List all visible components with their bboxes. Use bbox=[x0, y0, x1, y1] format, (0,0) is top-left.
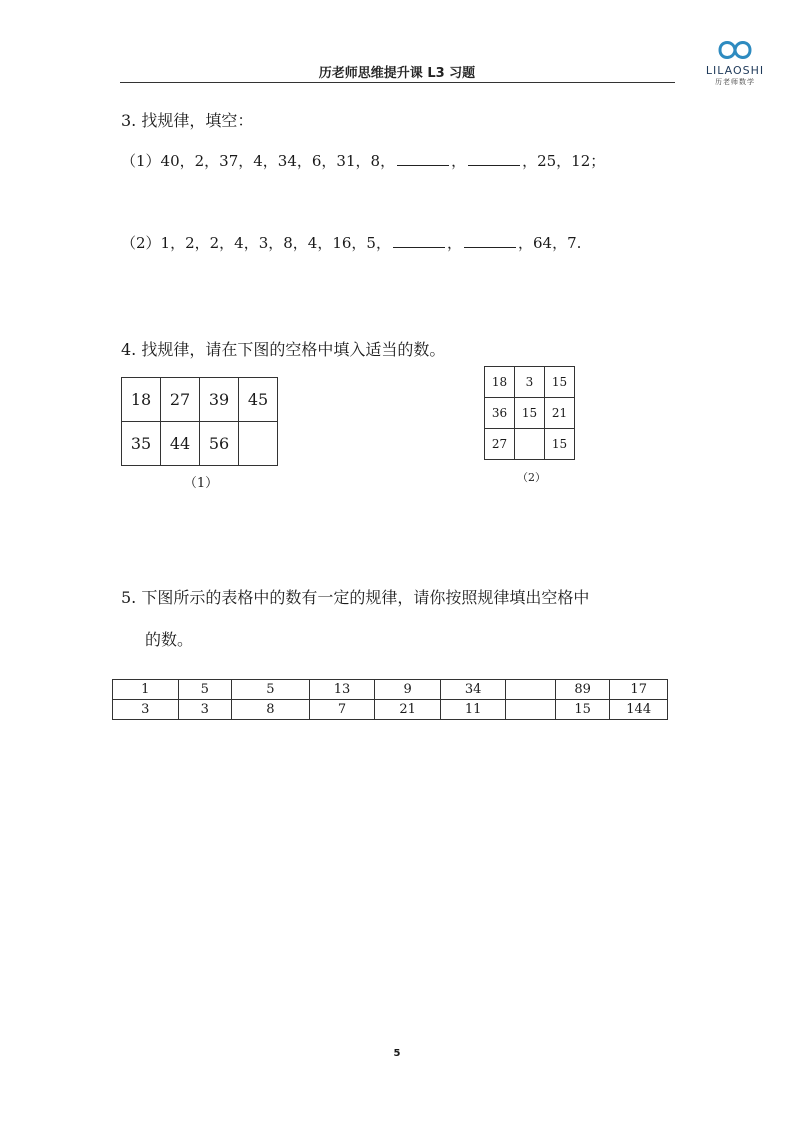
question-5-title-line-2: 的数。 bbox=[145, 630, 194, 649]
table-cell: 11 bbox=[440, 700, 506, 720]
grid2-cell: 21 bbox=[545, 398, 575, 429]
grid1-cell: 44 bbox=[161, 422, 200, 466]
table-cell: 17 bbox=[610, 680, 668, 700]
q3-line2-blank-1[interactable] bbox=[393, 233, 445, 248]
grid2-cell: 15 bbox=[515, 398, 545, 429]
grid1-cell: 35 bbox=[122, 422, 161, 466]
table-blank-cell[interactable] bbox=[506, 700, 555, 720]
grid2-row bbox=[485, 398, 575, 429]
sequence-table bbox=[112, 679, 668, 720]
grid2-row bbox=[485, 367, 575, 398]
brand-logo bbox=[696, 36, 774, 88]
page-number: 5 bbox=[393, 1048, 401, 1059]
table-cell: 1 bbox=[113, 680, 179, 700]
question-4-title: 4. 找规律，请在下图的空格中填入适当的数。 bbox=[121, 340, 446, 359]
q3-line2-suffix: ，64，7. bbox=[518, 234, 582, 252]
grid1-row bbox=[122, 422, 278, 466]
number-grid-2 bbox=[484, 366, 575, 460]
page-header-title: 历老师思维提升课 L3 习题 bbox=[318, 66, 476, 81]
table-cell: 144 bbox=[610, 700, 668, 720]
grid2-cell: 3 bbox=[515, 367, 545, 398]
q3-line2-prefix: （2）1，2，2，4，3，8，4，16，5， bbox=[121, 234, 391, 252]
table-cell: 5 bbox=[232, 680, 310, 700]
table-cell: 13 bbox=[309, 680, 375, 700]
q3-line1-suffix: ，25，12； bbox=[522, 152, 606, 170]
q3-line2-separator: ， bbox=[446, 234, 462, 252]
table-cell: 3 bbox=[178, 700, 231, 720]
table-cell: 8 bbox=[232, 700, 310, 720]
table-cell: 3 bbox=[113, 700, 179, 720]
grid2-cell: 18 bbox=[485, 367, 515, 398]
table-cell: 34 bbox=[440, 680, 506, 700]
table-cell: 9 bbox=[375, 680, 441, 700]
grid-1-caption: （1） bbox=[183, 476, 219, 491]
grid2-cell: 36 bbox=[485, 398, 515, 429]
grid2-row bbox=[485, 429, 575, 460]
table-row bbox=[113, 700, 668, 720]
table-cell: 7 bbox=[309, 700, 375, 720]
table-blank-cell[interactable] bbox=[506, 680, 555, 700]
table-row bbox=[113, 680, 668, 700]
grid1-cell: 45 bbox=[239, 378, 278, 422]
grid1-blank-cell[interactable] bbox=[239, 422, 278, 466]
question-3-part-2 bbox=[121, 232, 581, 253]
table-cell: 21 bbox=[375, 700, 441, 720]
grid2-blank-cell[interactable] bbox=[515, 429, 545, 460]
question-3-part-1 bbox=[121, 150, 605, 171]
q3-line2-blank-2[interactable] bbox=[464, 233, 516, 248]
logo-text: LILAOSHI bbox=[705, 64, 765, 77]
grid2-cell: 27 bbox=[485, 429, 515, 460]
q3-line1-prefix: （1）40，2，37，4，34，6，31，8， bbox=[121, 152, 396, 170]
grid1-cell: 56 bbox=[200, 422, 239, 466]
table-cell: 5 bbox=[178, 680, 231, 700]
question-5-title-line-1: 5. 下图所示的表格中的数有一定的规律，请你按照规律填出空格中 bbox=[121, 588, 590, 607]
q3-line1-blank-2[interactable] bbox=[468, 151, 520, 166]
q3-line1-separator: ， bbox=[451, 152, 467, 170]
grid2-cell: 15 bbox=[545, 367, 575, 398]
grid1-cell: 27 bbox=[161, 378, 200, 422]
table-cell: 89 bbox=[555, 680, 609, 700]
logo-subtitle: 历老师数学 bbox=[715, 78, 755, 86]
grid-2-caption: （2） bbox=[517, 471, 546, 484]
q3-line1-blank-1[interactable] bbox=[397, 151, 449, 166]
question-3-title: 3. 找规律，填空： bbox=[121, 111, 254, 130]
header-divider bbox=[120, 82, 675, 83]
grid2-cell: 15 bbox=[545, 429, 575, 460]
number-grid-1 bbox=[121, 377, 278, 466]
grid1-cell: 18 bbox=[122, 378, 161, 422]
table-cell: 15 bbox=[555, 700, 609, 720]
grid1-row bbox=[122, 378, 278, 422]
infinity-logo-icon bbox=[696, 36, 774, 64]
grid1-cell: 39 bbox=[200, 378, 239, 422]
